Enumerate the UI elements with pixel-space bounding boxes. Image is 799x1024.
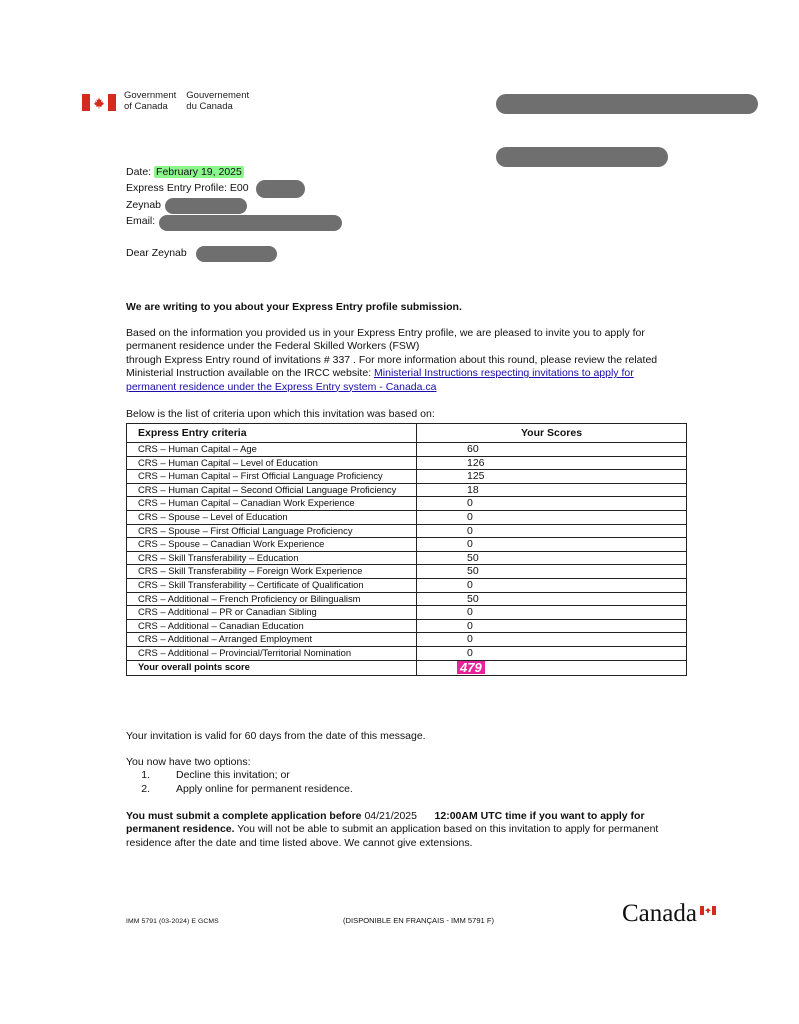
email-line: Email: xyxy=(126,215,156,227)
table-row xyxy=(127,524,687,538)
criteria-label: CRS – Additional – French Proficiency or Bilingualism xyxy=(127,592,417,606)
criteria-table xyxy=(126,423,687,676)
list-item: 2. Apply online for permanent residence. xyxy=(141,783,353,795)
criteria-label: CRS – Human Capital – Age xyxy=(127,443,417,457)
criteria-score: 50 xyxy=(417,592,687,606)
canada-wordmark: Canada xyxy=(622,900,697,927)
total-row xyxy=(127,660,687,676)
criteria-score: 18 xyxy=(417,483,687,497)
criteria-score: 0 xyxy=(417,633,687,647)
criteria-score: 126 xyxy=(417,456,687,470)
criteria-label: CRS – Additional – Arranged Employment xyxy=(127,633,417,647)
ministerial-instructions-link-cont[interactable]: permanent residence under the Express Entry system - Canada.ca xyxy=(126,380,437,393)
criteria-score: 0 xyxy=(417,524,687,538)
total-label: Your overall points score xyxy=(127,660,417,676)
criteria-label: CRS – Human Capital – Level of Education xyxy=(127,456,417,470)
criteria-label: CRS – Skill Transferability – Certificate of Qualification xyxy=(127,578,417,592)
government-signature xyxy=(82,91,249,112)
table-row xyxy=(127,592,687,606)
criteria-label: CRS – Spouse – First Official Language Proficiency xyxy=(127,524,417,538)
date-line: Date: February 19, 2025 xyxy=(126,166,242,178)
redaction-email xyxy=(159,215,342,231)
date-value: February 19, 2025 xyxy=(156,166,242,178)
criteria-label: CRS – Additional – Canadian Education xyxy=(127,619,417,633)
criteria-label: CRS – Spouse – Level of Education xyxy=(127,510,417,524)
table-row xyxy=(127,470,687,484)
criteria-score: 0 xyxy=(417,619,687,633)
redaction-salutation-name xyxy=(196,246,277,262)
table-row xyxy=(127,606,687,620)
criteria-label: CRS – Additional – Provincial/Territorial Nomination xyxy=(127,646,417,660)
total-score-cell xyxy=(417,660,687,676)
redaction-reference xyxy=(496,147,668,167)
criteria-score: 60 xyxy=(417,443,687,457)
list-item: 1. Decline this invitation; or xyxy=(141,769,290,781)
criteria-label: CRS – Skill Transferability – Education xyxy=(127,551,417,565)
wordmark-flag-icon xyxy=(700,906,716,915)
total-score-value: 479 xyxy=(457,661,485,674)
redaction-address xyxy=(496,94,758,114)
ministerial-instructions-link[interactable]: Ministerial Instructions respecting invitations to apply for xyxy=(374,367,634,380)
table-row xyxy=(127,619,687,633)
table-row xyxy=(127,456,687,470)
table-row xyxy=(127,538,687,552)
column-header-criteria: Express Entry criteria xyxy=(127,424,417,443)
column-header-scores: Your Scores xyxy=(417,424,687,443)
table-row xyxy=(127,551,687,565)
criteria-score: 125 xyxy=(417,470,687,484)
table-row xyxy=(127,578,687,592)
table-row xyxy=(127,497,687,511)
criteria-label: CRS – Skill Transferability – Foreign Work Experience xyxy=(127,565,417,579)
criteria-label: CRS – Spouse – Canadian Work Experience xyxy=(127,538,417,552)
canada-flag-icon xyxy=(82,94,116,111)
gov-name-french: Gouvernement du Canada xyxy=(186,90,250,112)
redaction-last-name xyxy=(165,198,247,214)
form-code: IMM 5791 (03-2024) E GCMS xyxy=(126,918,219,925)
deadline-paragraph: You must submit a complete application before 04/21/2025 12:00AM UTC time if you want to apply for permanent residence. You will not be able to submit an application based on this invitation to apply for permanent residence after the date and time listed above. We cannot give extensions. xyxy=(126,810,659,849)
criteria-label: CRS – Human Capital – Canadian Work Experience xyxy=(127,497,417,511)
table-row xyxy=(127,443,687,457)
profile-line: Express Entry Profile: E00 xyxy=(126,182,249,194)
table-row xyxy=(127,633,687,647)
table-row xyxy=(127,646,687,660)
criteria-score: 50 xyxy=(417,565,687,579)
criteria-score: 50 xyxy=(417,551,687,565)
criteria-score: 0 xyxy=(417,510,687,524)
criteria-score: 0 xyxy=(417,538,687,552)
criteria-score: 0 xyxy=(417,578,687,592)
criteria-score: 0 xyxy=(417,606,687,620)
table-row xyxy=(127,565,687,579)
salutation: Dear Zeynab xyxy=(126,247,187,259)
letter-heading: We are writing to you about your Express Entry profile submission. xyxy=(126,301,462,313)
criteria-score: 0 xyxy=(417,497,687,511)
criteria-label: CRS – Additional – PR or Canadian Sibling xyxy=(127,606,417,620)
criteria-label: CRS – Human Capital – First Official Language Proficiency xyxy=(127,470,417,484)
gov-name-english: Government of Canada xyxy=(124,90,177,112)
options-intro: You now have two options: xyxy=(126,756,251,768)
invitation-paragraph: Based on the information you provided us in your Express Entry profile, we are pleased to invite you to apply for permanent residence under the Federal Skilled Workers (FSW) through Express Entry round of invitations # 337 . For more information about this round, please review the related Ministerial Instruction available on the IRCC website: Ministerial Instructions respecting invitations to apply for permanent residence under the Express Entry system - Canada.ca xyxy=(126,327,658,393)
redaction-profile-number xyxy=(256,180,305,198)
table-row xyxy=(127,483,687,497)
options-list xyxy=(126,768,353,796)
name-line: Zeynab xyxy=(126,199,162,211)
criteria-score: 0 xyxy=(417,646,687,660)
validity-note: Your invitation is valid for 60 days from the date of this message. xyxy=(126,730,426,742)
table-row xyxy=(127,510,687,524)
criteria-label: CRS – Human Capital – Second Official Language Proficiency xyxy=(127,483,417,497)
criteria-intro: Below is the list of criteria upon which this invitation was based on: xyxy=(126,408,435,420)
french-availability-note: (DISPONIBLE EN FRANÇAIS - IMM 5791 F) xyxy=(343,916,495,925)
